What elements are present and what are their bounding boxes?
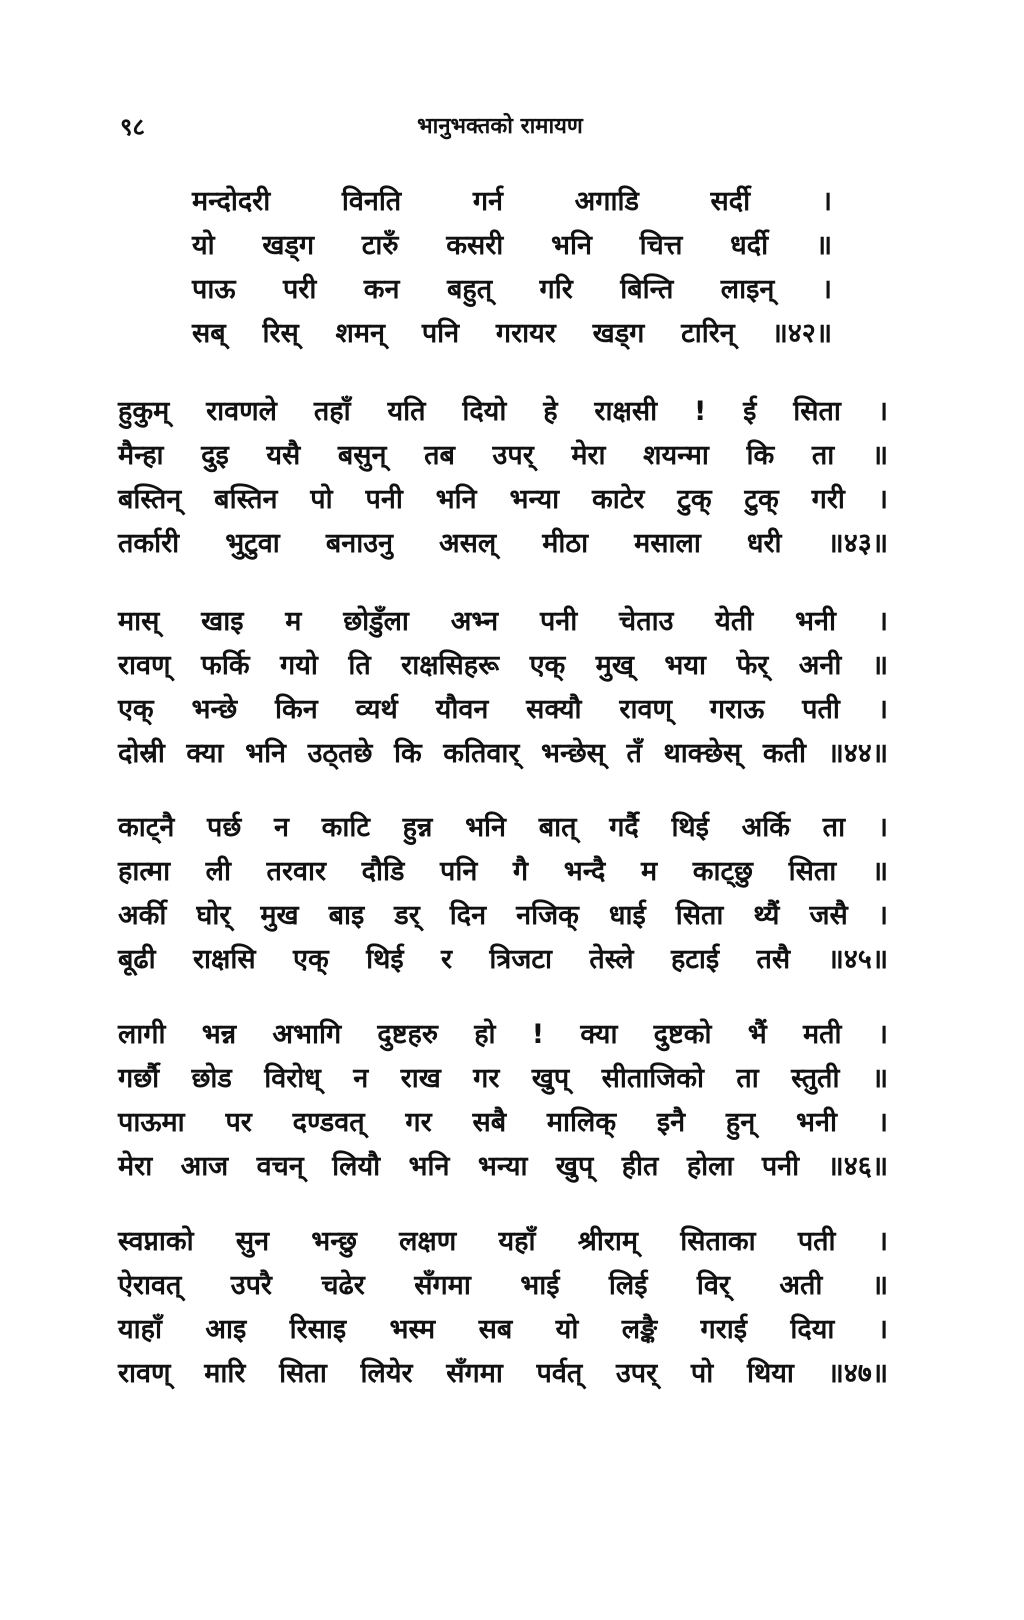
stanza-45 [118,806,888,982]
stanza-47 [118,1220,888,1396]
verse-line: मन्दोदरी विनति गर्न अगाडि सर्दी । [192,186,832,217]
verse-line: बस्तिन् बस्तिन पो पनी भनि भन्या काटेर टुक् टुक् गरी । [118,484,888,515]
verse-line: मैन्हा दुइ यसै बसुन् तब उपर् मेरा शयन्मा कि ता ॥ [118,440,888,471]
verse-line: पाऊ परी कन बहुत् गरि बिन्ति लाइन् । [192,274,832,305]
verse-line: दोस्री क्या भनि उठ्तछे कि कतिवार् भन्छेस् तँ थाक्छेस् कती ॥४४॥ [118,738,888,769]
verse-line: स्वप्नाको सुन भन्छु लक्षण यहाँ श्रीराम् सिताका पती । [118,1226,888,1257]
verse-line: गर्छौ छोड विरोध् न राख गर खुप् सीताजिको ता स्तुती ॥ [118,1063,888,1094]
verse-line: एक् भन्छे किन व्यर्थ यौवन सक्यौ रावण् गराऊ पती । [118,694,888,725]
page-header [120,110,880,150]
verse-line: काट्नै पर्छ न काटि हुन्न भनि बात् गर्दै थिई अर्कि ता । [118,812,888,843]
verse-line: यो खड्ग टारुँ कसरी भनि चित्त धर्दी ॥ [192,230,832,261]
verse-line: अर्की घोर् मुख बाइ डर् दिन नजिक् धाई सिता थ्यैं जसै । [118,900,888,931]
verse-line: लागी भन्न अभागि दुष्टहरु हो ! क्या दुष्टको भैं मती । [118,1019,888,1050]
verse-line: मेरा आज वचन् लियौ भनि भन्या खुप् हीत होला पनी ॥४६॥ [118,1151,888,1182]
verse-line: मास् खाइ म छोडुँला अभ्न पनी चेताउ येती भनी । [118,606,888,637]
verse-line: याहाँ आइ रिसाइ भस्म सब यो लङ्कै गराई दिया । [118,1314,888,1345]
verse-line: तर्कारी भुटुवा बनाउनु असल् मीठा मसाला धरी ॥४३॥ [118,528,888,559]
stanza-44 [118,600,888,776]
stanza-42 [192,180,832,356]
verse-line: रावण् फर्कि गयो ति राक्षसिहरू एक् मुख् भया फेर् अनी ॥ [118,650,888,681]
verse-line: बूढी राक्षसि एक् थिई र त्रिजटा तेस्ले हटाई तसै ॥४५॥ [118,944,888,975]
verse-line: सब् रिस् शमन् पनि गरायर खड्ग टारिन् ॥४२॥ [192,318,832,349]
stanza-43 [118,390,888,566]
stanza-46 [118,1013,888,1189]
verse-line: हात्मा ली तरवार दौडि पनि गै भन्दै म काट्छु सिता ॥ [118,856,888,887]
verse-line: ऐरावत् उपरै चढेर सँगमा भाई लिई विर् अती ॥ [118,1270,888,1301]
verse-line: पाऊमा पर दण्डवत् गर सबै मालिक् इनै हुन् भनी । [118,1107,888,1138]
verse-line: रावण् मारि सिता लियेर सँगमा पर्वत् उपर् पो थिया ॥४७॥ [118,1358,888,1389]
page-number: ९८ [120,112,145,141]
running-title: भानुभक्तको रामायण [417,113,583,139]
verse-line: हुकुम् रावणले तहाँ यति दियो हे राक्षसी ! ई सिता । [118,396,888,427]
